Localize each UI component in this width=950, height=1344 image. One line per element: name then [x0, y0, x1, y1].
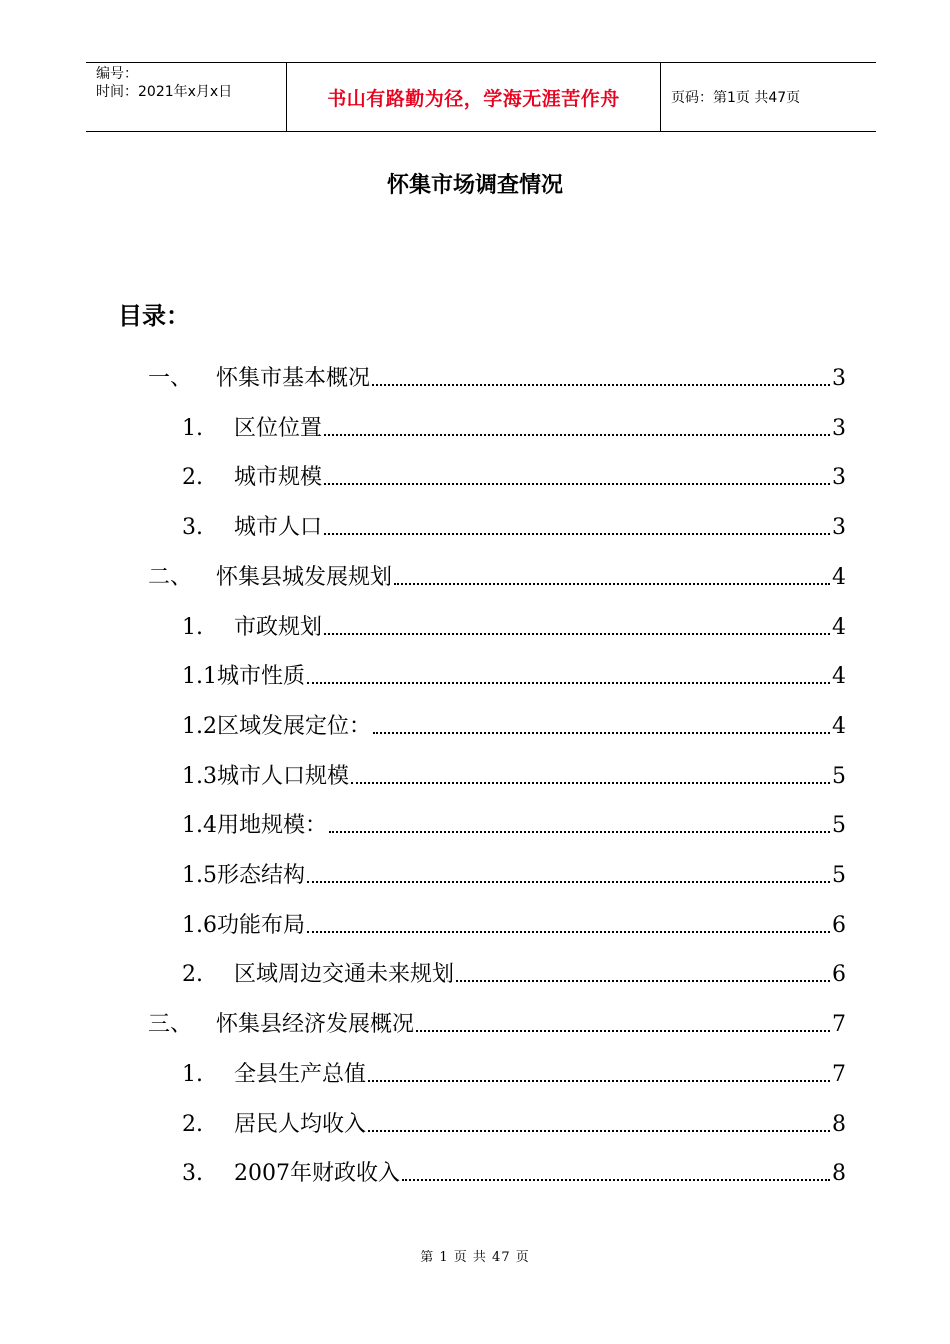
toc-leader-dots	[456, 979, 830, 982]
toc-entry-title: 城市规模	[234, 465, 323, 491]
toc-entry-title: 区位位置	[234, 415, 323, 441]
toc-leader-dots	[324, 482, 830, 485]
toc-entry-page: 5	[832, 863, 846, 888]
toc-entry-number: 二、	[148, 564, 193, 590]
toc-leader-dots	[368, 1079, 830, 1082]
page-footer: 第 1 页 共 47 页	[420, 1250, 530, 1265]
toc-entry[interactable]	[182, 501, 846, 541]
toc-entry[interactable]	[182, 650, 846, 690]
toc-entry-title: 1.2区域发展定位：	[182, 713, 371, 739]
toc-leader-dots	[351, 781, 830, 784]
toc-entry-title: 怀集县经济发展概况	[216, 1012, 415, 1038]
toc-leader-dots	[373, 731, 830, 734]
toc-entry[interactable]	[182, 899, 846, 939]
toc-leader-dots	[394, 582, 830, 585]
toc-entry[interactable]	[182, 1098, 846, 1138]
header-page-info: 页码：第1页 共47页	[671, 90, 801, 106]
toc-entry-page: 3	[832, 465, 846, 491]
toc-entry-title: 怀集市基本概况	[216, 366, 371, 391]
toc-entry-number: 2.	[182, 962, 203, 988]
toc-entry-page: 7	[832, 1012, 846, 1038]
toc-entry-title: 1.6功能布局	[182, 912, 305, 938]
toc-entry-title: 1.1城市性质	[182, 664, 305, 690]
toc-leader-dots	[368, 1129, 830, 1132]
toc-entry-title: 怀集县城发展规划	[216, 564, 393, 590]
toc-entry[interactable]	[182, 849, 846, 889]
toc-leader-dots	[307, 930, 830, 933]
toc-leader-dots	[416, 1029, 830, 1032]
toc-entry[interactable]	[148, 352, 846, 392]
toc-entry[interactable]	[182, 1048, 846, 1088]
toc-entry-page: 6	[832, 912, 846, 938]
toc-entry-page: 5	[832, 813, 846, 839]
toc-entry[interactable]	[182, 451, 846, 491]
toc-entry-page: 6	[832, 962, 846, 988]
toc-entry-page: 4	[832, 564, 846, 590]
toc-entry[interactable]	[182, 402, 846, 442]
toc-leader-dots	[324, 532, 830, 535]
toc-entry-page: 3	[832, 366, 846, 391]
toc-entry-title: 居民人均收入	[234, 1111, 367, 1137]
document-header	[86, 62, 876, 132]
toc-leader-dots	[324, 433, 830, 436]
toc-leader-dots	[324, 632, 830, 635]
toc-entry-number: 一、	[148, 366, 193, 391]
toc-leader-dots	[307, 681, 830, 684]
toc-entry[interactable]	[148, 551, 846, 591]
header-meta-cell	[86, 63, 287, 131]
toc-entry[interactable]	[182, 1147, 846, 1187]
toc-entry-page: 4	[832, 664, 846, 690]
toc-entry[interactable]	[182, 948, 846, 988]
toc-entry-page: 7	[832, 1061, 846, 1087]
toc-entry-page: 4	[832, 713, 846, 739]
toc-entry-number: 1.	[182, 415, 203, 441]
toc-entry-number: 3.	[182, 515, 203, 541]
toc-entry-page: 5	[832, 763, 846, 789]
toc-leader-dots	[402, 1178, 830, 1181]
document-date-label: 时间：2021年x月x日	[96, 84, 233, 100]
toc-entry-title: 全县生产总值	[234, 1061, 367, 1087]
toc-entry-title: 1.5形态结构	[182, 863, 305, 888]
toc-entry[interactable]	[182, 601, 846, 641]
toc-entry[interactable]	[182, 700, 846, 740]
toc-heading: 目录：	[118, 302, 190, 330]
toc-entry-title: 城市人口	[234, 515, 323, 541]
toc-entry-number: 2.	[182, 1111, 203, 1137]
toc-entry-page: 4	[832, 614, 846, 640]
toc-entry-number: 2.	[182, 465, 203, 491]
toc-entry[interactable]	[182, 799, 846, 839]
toc-entry-page: 3	[832, 515, 846, 541]
toc-entry[interactable]	[148, 998, 846, 1038]
toc-entry-page: 8	[832, 1161, 846, 1187]
toc-leader-dots	[372, 383, 830, 386]
toc-entry-number: 3.	[182, 1161, 203, 1187]
toc-entry[interactable]	[182, 750, 846, 790]
toc-leader-dots	[307, 880, 830, 883]
document-title: 怀集市场调查情况	[386, 173, 563, 198]
toc-entry-number: 1.	[182, 1061, 203, 1087]
toc-entry-title: 2007年财政收入	[234, 1161, 400, 1187]
document-number-label: 编号：	[96, 66, 138, 82]
toc-entry-title: 1.3城市人口规模	[182, 763, 349, 789]
toc-entry-number: 三、	[148, 1012, 193, 1038]
toc-entry-title: 1.4用地规模：	[182, 813, 327, 839]
toc-entry-page: 3	[832, 415, 846, 441]
toc-leader-dots	[329, 830, 830, 833]
toc-entry-number: 1.	[182, 614, 203, 640]
toc-entry-page: 8	[832, 1111, 846, 1137]
toc-entry-title: 区域周边交通未来规划	[234, 962, 455, 988]
header-motto: 书山有路勤为径，学海无涯苦作舟	[287, 63, 661, 131]
toc-entry-title: 市政规划	[234, 614, 323, 640]
